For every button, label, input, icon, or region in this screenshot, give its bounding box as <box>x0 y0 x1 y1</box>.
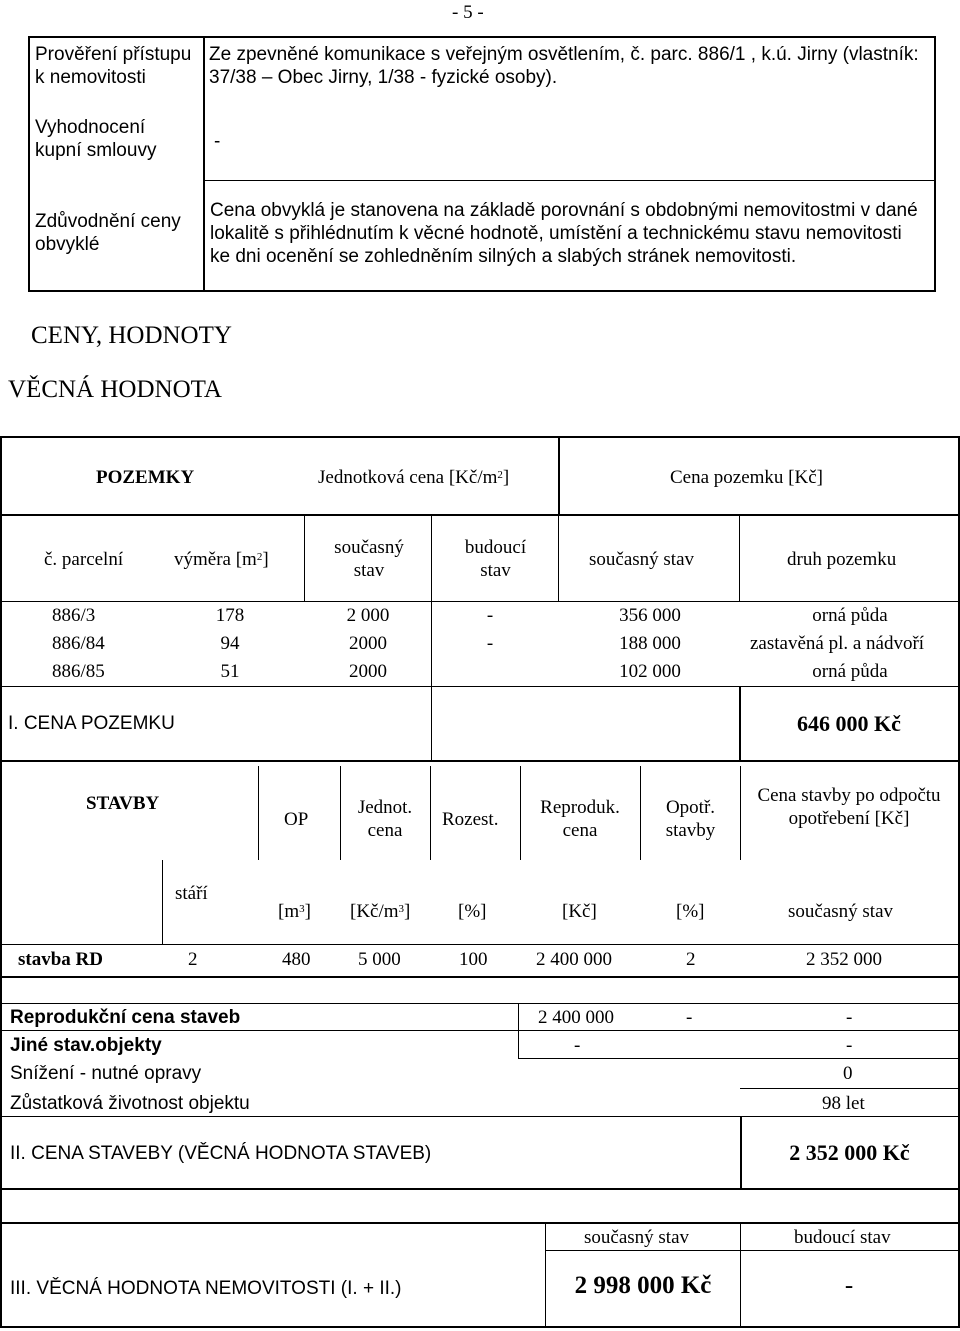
final-label: III. VĚCNÁ HODNOTA NEMOVITOSTI (I. + II.) <box>10 1278 402 1299</box>
unit-reprod: [Kč] <box>562 901 597 922</box>
final-future-value: - <box>844 1272 854 1299</box>
col-price-current: současný stav <box>589 549 695 570</box>
info-value-justification: Cena obvyklá je stanovena na základě porovnání s obdobnými nemovitostmi v dané lokalitě s přihlédnutím k věcné hodnotě, umístění a technickému stavu nemovitosti ke dni ocenění se zohledněním silných a slabých stránek nemovitosti. <box>210 200 918 267</box>
land-total-label: I. CENA POZEMKU <box>8 713 175 734</box>
col-parcel: č. parcelní <box>44 549 124 570</box>
unit-price: současný stav <box>788 901 894 922</box>
life-label: Zůstatková životnost objektu <box>10 1093 250 1114</box>
info-label-justification: Zdůvodnění ceny obvyklé <box>35 211 181 255</box>
final-col-future: budoucí stav <box>794 1227 891 1248</box>
reprod-value: 2 400 000 <box>538 1007 614 1028</box>
life-value: 98 let <box>822 1093 865 1114</box>
other-objects-mid: - <box>574 1035 581 1056</box>
other-objects-label: Jiné stav.objekty <box>10 1035 162 1056</box>
col-area: výměra $[m^2]$ <box>174 549 269 570</box>
buildings-total-label: II. CENA STAVEBY (VĚCNÁ HODNOTA STAVEB) <box>10 1143 432 1164</box>
unit-op: $[m^3]$ <box>278 901 311 922</box>
final-current-value: 2 998 000 Kč <box>574 1272 712 1299</box>
final-col-current: současný stav <box>584 1227 690 1248</box>
col-future-state: budoucí stav <box>464 537 527 581</box>
buildings-title: STAVBY <box>86 793 160 814</box>
land-title: POZEMKY <box>96 467 195 488</box>
buildings-total-value: 2 352 000 Kč <box>789 1140 910 1165</box>
reduction-value: 0 <box>843 1063 853 1084</box>
col-rozest: Rozest. <box>442 809 499 830</box>
col-age: stáří <box>175 883 208 904</box>
unit-unit-price: $[Kč/m^3]$ <box>350 901 411 922</box>
reprod-right: - <box>846 1007 853 1028</box>
heading-value: VĚCNÁ HODNOTA <box>8 376 222 403</box>
reduction-label: Snížení - nutné opravy <box>10 1063 202 1084</box>
info-value-contract: - <box>214 131 221 152</box>
land-unit-price-header: Jednotková cena $[Kč/m^2]$ <box>318 467 510 488</box>
col-land-type: druh pozemku <box>787 549 897 570</box>
col-wear: Opotř. stavby <box>665 797 716 841</box>
col-unit-price: Jednot. cena <box>357 797 413 841</box>
info-label-access: Prověření přístupu k nemovitosti <box>35 44 192 88</box>
unit-rozest: [%] <box>458 901 487 922</box>
col-op: OP <box>284 809 309 830</box>
unit-wear: [%] <box>676 901 705 922</box>
col-reprod-price: Reproduk. cena <box>540 797 620 841</box>
reprod-label: Reprodukční cena staveb <box>10 1007 241 1028</box>
heading-prices: CENY, HODNOTY <box>31 322 232 349</box>
page-number: - 5 - <box>452 2 484 23</box>
col-current-state: současný stav <box>334 537 404 581</box>
land-price-header: Cena pozemku [Kč] <box>670 467 823 488</box>
info-label-contract: Vyhodnocení kupní smlouvy <box>35 117 157 161</box>
col-building-price: Cena stavby po odpočtu opotřebení [Kč] <box>757 785 941 829</box>
reprod-mid: - <box>686 1007 693 1028</box>
info-value-access: Ze zpevněné komunikace s veřejným osvětlením, č. parc. 886/1 , k.ú. Jirny (vlastník: 37/38 – Obec Jirny, 1/38 - fyzické osoby). <box>209 44 919 88</box>
other-objects-right: - <box>846 1035 853 1056</box>
land-total-value: 646 000 Kč <box>797 711 901 736</box>
